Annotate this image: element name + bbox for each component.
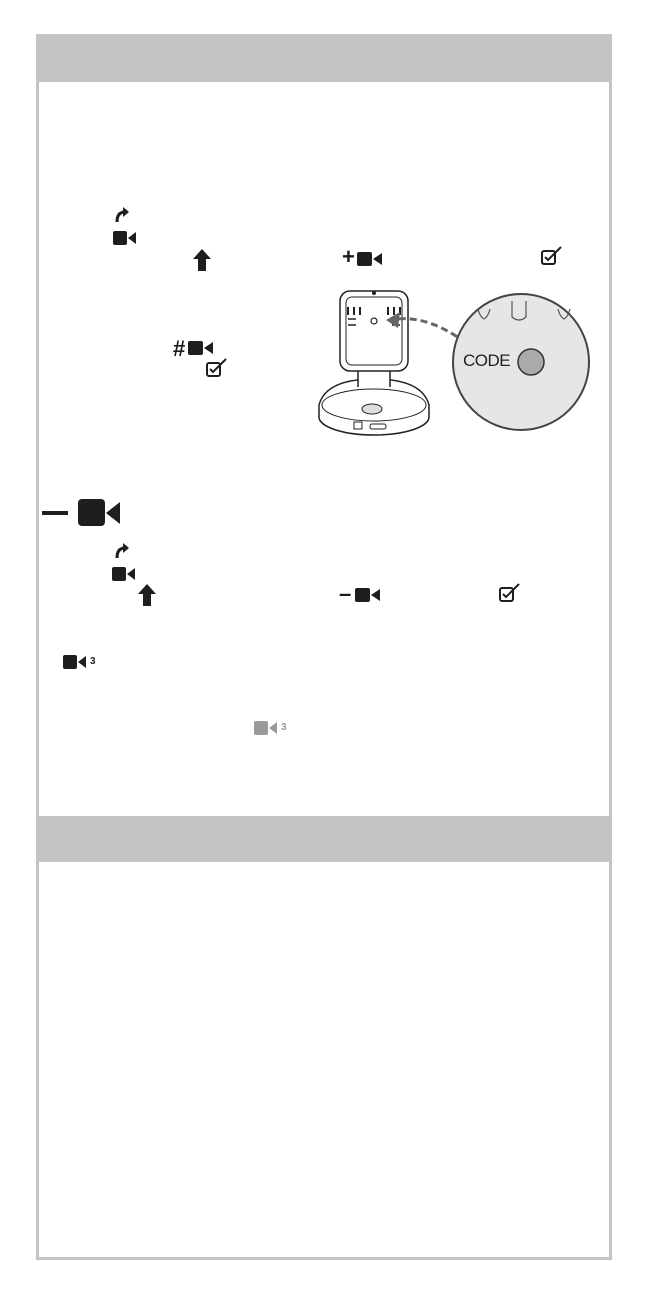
- redo-arrow-icon-2: [114, 541, 130, 559]
- redo-arrow-icon: [114, 205, 130, 223]
- up-arrow-icon: [193, 249, 211, 271]
- section-header-bar: [36, 34, 612, 82]
- hash-camera-icon: [188, 340, 214, 356]
- add-camera-icon: [357, 251, 383, 267]
- camera-icon-2: [112, 566, 136, 582]
- checkbox-icon-3: [499, 583, 521, 603]
- remove-camera-large-icon: [42, 498, 120, 528]
- camera-3-number: 3: [90, 656, 96, 667]
- remove-camera-icon: [355, 587, 381, 603]
- checkbox-icon-2: [206, 358, 228, 378]
- code-label: CODE: [463, 351, 511, 370]
- camera-unit-illustration: [316, 287, 596, 437]
- minus-symbol: –: [339, 581, 352, 606]
- plus-symbol: +: [342, 244, 355, 269]
- camera-icon: [113, 230, 137, 246]
- camera-3-dimmed-icon: [254, 721, 278, 735]
- camera-3-dimmed-number: 3: [281, 722, 287, 733]
- hash-symbol: #: [173, 336, 186, 361]
- section-header-bar-2: [36, 816, 612, 862]
- camera-3-icon: [63, 655, 87, 669]
- up-arrow-icon-2: [138, 584, 156, 606]
- checkbox-icon: [541, 246, 563, 266]
